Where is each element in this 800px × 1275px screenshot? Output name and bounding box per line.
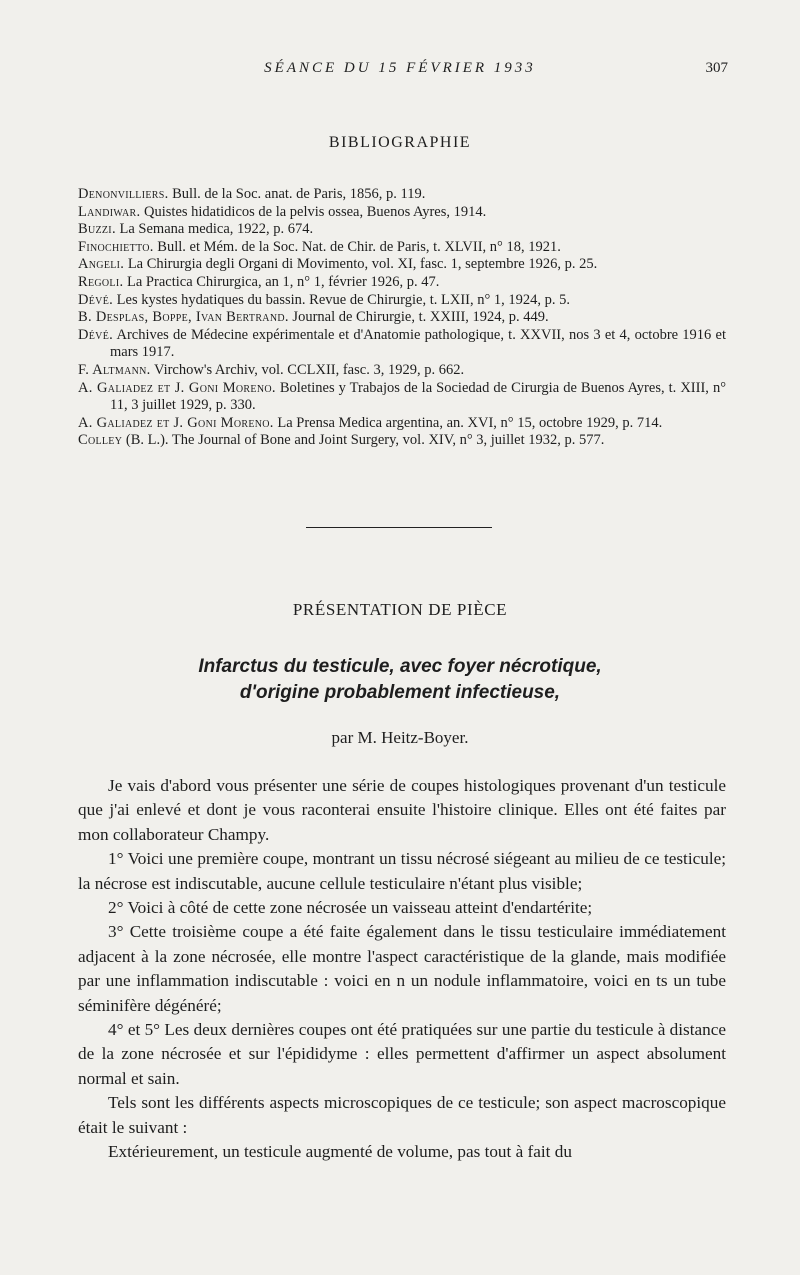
bibliography-entry bbox=[78, 309, 726, 327]
bibliography-author: B. Desplas, Boppe, Ivan Bertrand. bbox=[78, 309, 289, 326]
article-title-line-1: Infarctus du testicule, avec foyer nécrotique, bbox=[198, 656, 602, 677]
bibliography-author: A. Galiadez et J. Goni Moreno. bbox=[78, 414, 274, 431]
article-title bbox=[60, 654, 740, 706]
bibliography-citation: La Practica Chirurgica, an 1, n° 1, février 1926, p. 47. bbox=[123, 273, 440, 290]
bibliography-citation: Bull. de la Soc. anat. de Paris, 1856, p. 119. bbox=[168, 186, 426, 202]
body-paragraph: Tels sont les différents aspects microscopiques de ce testicule; son aspect macroscopique était le suivant : bbox=[78, 1093, 726, 1137]
bibliography-entry bbox=[78, 274, 726, 292]
bibliography-author: Dévé. bbox=[78, 326, 114, 343]
body-paragraph: 3° Cette troisième coupe a été faite également dans le tissu testiculaire immédiatement adjacent à la zone nécrosée, elle montre l'aspect caractéristique de la glande, mais modifiée par une inflammation indiscutable : voici en n un nodule inflammatoire, voici en ts un tube séminifère dégénéré; bbox=[78, 922, 726, 1015]
byline: par M. Heitz-Boyer. bbox=[331, 728, 469, 747]
bibliography-entry bbox=[78, 186, 726, 204]
bibliography-citation: Bull. et Mém. de la Soc. Nat. de Chir. de Paris, t. XLVII, n° 18, 1921. bbox=[153, 238, 561, 255]
bibliography-author: Regoli. bbox=[78, 273, 124, 290]
bibliography-entry bbox=[78, 432, 726, 450]
bibliography-author: Angeli. bbox=[78, 256, 125, 273]
bibliography-author: F. Altmann. bbox=[78, 361, 151, 378]
bibliography-citation: Archives de Médecine expérimentale et d'Anatomie pathologique, t. XXVII, nos 3 et 4, octobre 1916 et mars 1917. bbox=[110, 326, 726, 361]
bibliography-entry bbox=[78, 380, 726, 415]
bibliography-citation: La Prensa Medica argentina, an. XVI, n° 15, octobre 1929, p. 714. bbox=[273, 414, 663, 431]
bibliography-citation: La Semana medica, 1922, p. 674. bbox=[115, 221, 314, 238]
body-paragraph: Je vais d'abord vous présenter une série de coupes histologiques provenant d'un testicule que j'ai enlevé et dont je vous raconterai ensuite l'histoire clinique. Elles ont été faites par mon collaborateur Champy. bbox=[78, 776, 726, 844]
bibliography-author: Landiwar. bbox=[78, 203, 141, 220]
running-header bbox=[0, 60, 800, 84]
body-paragraph: Extérieurement, un testicule augmenté de volume, pas tout à fait du bbox=[108, 1142, 572, 1162]
bibliography-citation: Les kystes hydatiques du bassin. Revue de Chirurgie, t. LXII, n° 1, 1924, p. 5. bbox=[113, 291, 571, 308]
bibliography-author: A. Galiadez et J. Goni Moreno. bbox=[78, 379, 276, 396]
bibliography-entry bbox=[78, 362, 726, 380]
bibliography-entry bbox=[78, 221, 726, 239]
page-number: 307 bbox=[705, 60, 728, 76]
bibliography-entry bbox=[78, 256, 726, 274]
bibliography-citation: Quistes hidatidicos de la pelvis ossea, Buenos Ayres, 1914. bbox=[140, 203, 487, 220]
bibliography-citation: Boletines y Trabajos de la Sociedad de Cirurgia de Buenos Ayres, t. XIII, n° 11, 3 juillet 1929, p. 330. bbox=[110, 379, 726, 414]
body-paragraph: 1° Voici une première coupe, montrant un tissu nécrosé siégeant au milieu de ce testicule; la nécrose est indiscutable, aucune cellule testiculaire n'étant plus visible; bbox=[78, 849, 726, 893]
bibliography-entry bbox=[78, 327, 726, 362]
bibliography-entry bbox=[78, 239, 726, 257]
bibliography-citation: Journal de Chirurgie, t. XXIII, 1924, p. 449. bbox=[288, 309, 549, 326]
bibliography-heading: BIBLIOGRAPHIE bbox=[328, 134, 472, 151]
running-title: SÉANCE DU 15 FÉVRIER 1933 bbox=[264, 60, 536, 76]
bibliography-citation: La Chirurgia degli Organi di Movimento, vol. XI, fasc. 1, septembre 1926, p. 25. bbox=[124, 256, 598, 273]
section-divider bbox=[306, 527, 492, 528]
body-paragraph: 4° et 5° Les deux dernières coupes ont été pratiquées sur une partie du testicule à distance de la zone nécrosée et sur l'épididyme : elles permettent d'affirmer un aspect absolument normal et sain. bbox=[78, 1020, 726, 1088]
bibliography-author: Dévé. bbox=[78, 291, 114, 308]
bibliography-author: Finochietto. bbox=[78, 238, 154, 255]
presentation-heading: PRÉSENTATION DE PIÈCE bbox=[292, 600, 508, 619]
bibliography-entry bbox=[78, 204, 726, 222]
bibliography-author: Denonvilliers. bbox=[78, 186, 169, 202]
bibliography-entry bbox=[78, 292, 726, 310]
bibliography-entry bbox=[78, 415, 726, 433]
bibliography-list bbox=[78, 186, 726, 450]
body-text bbox=[78, 774, 726, 1165]
bibliography-citation: Virchow's Archiv, vol. CCLXII, fasc. 3, 1929, p. 662. bbox=[150, 361, 465, 378]
bibliography-author: Buzzi. bbox=[78, 221, 116, 238]
bibliography-citation: (B. L.). The Journal of Bone and Joint Surgery, vol. XIV, n° 3, juillet 1932, p. 577. bbox=[122, 432, 605, 449]
body-paragraph: 2° Voici à côté de cette zone nécrosée un vaisseau atteint d'endartérite; bbox=[108, 898, 593, 918]
article-title-line-2: d'origine probablement infectieuse, bbox=[239, 682, 561, 703]
bibliography-author: Colley bbox=[78, 432, 123, 449]
